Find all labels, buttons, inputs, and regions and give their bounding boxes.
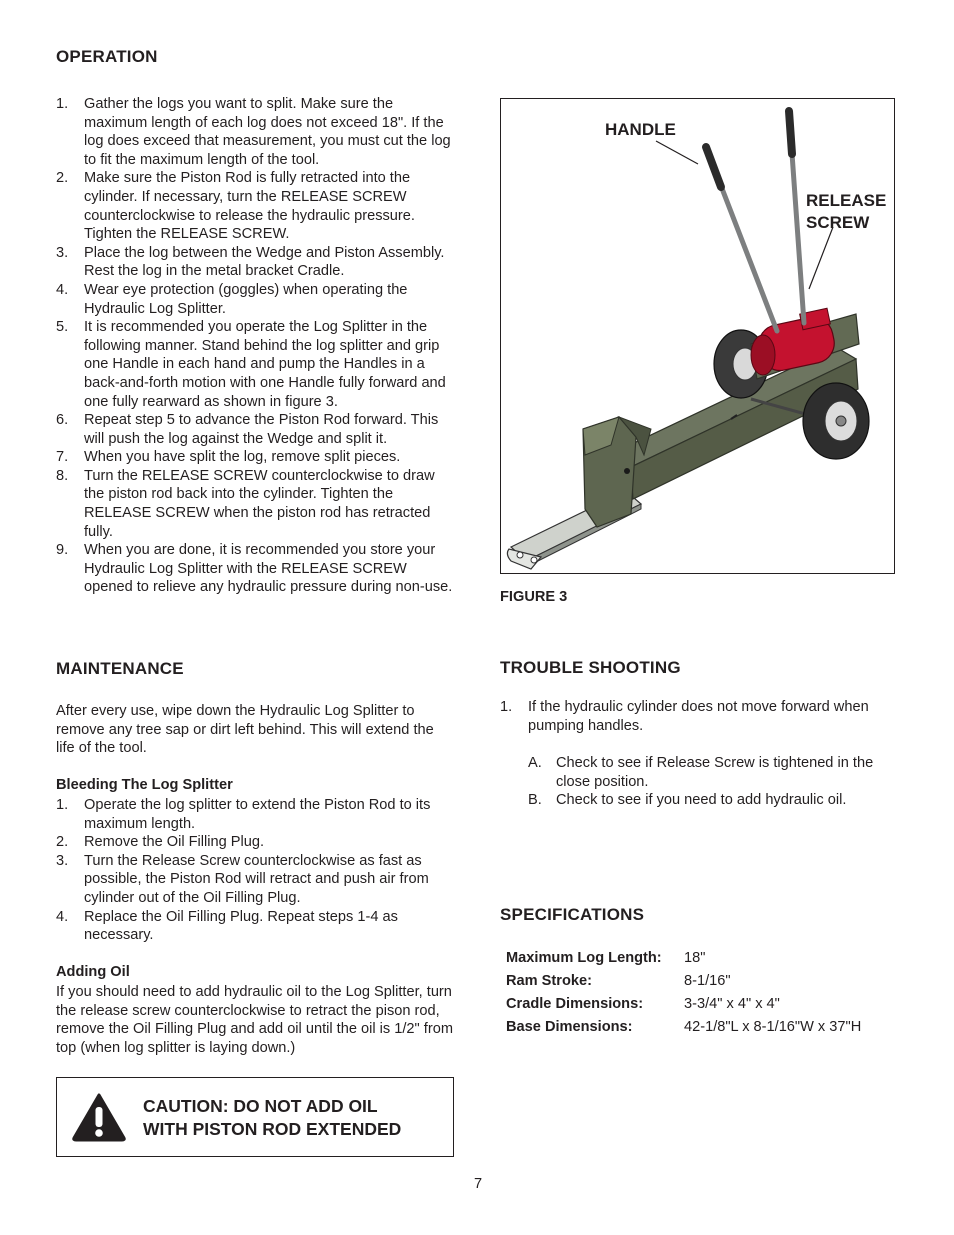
figure-3-illustration <box>500 98 895 574</box>
maintenance-heading: MAINTENANCE <box>56 659 184 678</box>
list-item: 2. Make sure the Piston Rod is fully retracted into the cylinder. If necessary, turn the RELEASE SCREW counterclockwise to release the hydraulic pressure. Tighten the RELEASE SCREW. <box>56 170 415 243</box>
list-item: 3. Turn the Release Screw counterclockwise as fast as possible, the Piston Rod will retract and push air from cylinder out of the Oil Filling Plug. <box>56 852 429 906</box>
list-item: A. Check to see if Release Screw is tightened in the close position. <box>528 755 874 790</box>
list-item: B. Check to see if you need to add hydraulic oil. <box>528 792 847 809</box>
list-item: 1. Gather the logs you want to split. Make sure the maximum length of each log does not exceed 18". If the log does exceed that measurement, you must cut the log to fit the maximum length of the tool. <box>56 96 451 168</box>
page-number: 7 <box>473 1176 483 1192</box>
trouble-subitems <box>528 754 898 810</box>
caution-box <box>56 1077 454 1157</box>
trouble-item: 1. If the hydraulic cylinder does not move forward when pumping handles. <box>500 699 869 734</box>
release-screw-label: RELEASE SCREW <box>806 191 887 232</box>
operation-steps <box>56 95 458 597</box>
bleeding-heading: Bleeding The Log Splitter <box>56 777 233 793</box>
handle-label: HANDLE <box>605 120 676 139</box>
list-item: 5. It is recommended you operate the Log Splitter in the following manner. Stand behind the log splitter and grip one Handle in each hand and pump the Handles in a back-and-forth motion with one Handle fully forward and one fully rearward as shown in figure 3. <box>56 319 446 410</box>
list-item: 2. Remove the Oil Filling Plug. <box>56 834 265 851</box>
table-row: Cradle Dimensions: 3-3/4" x 4" x 4" <box>506 996 780 1012</box>
list-item: 6. Repeat step 5 to advance the Piston Rod forward. This will push the log against the Wedge and split it. <box>56 412 439 447</box>
figure-caption: FIGURE 3 <box>500 589 568 605</box>
log-splitter-illustration <box>501 99 895 574</box>
operation-heading: OPERATION <box>56 47 158 66</box>
list-item: 9. When you are done, it is recommended you store your Hydraulic Log Splitter with the RELEASE SCREW opened to relieve any hydraulic pressure during non-use. <box>56 542 453 596</box>
trouble-shooting-heading: TROUBLE SHOOTING <box>500 658 681 677</box>
adding-oil-text: If you should need to add hydraulic oil to the Log Splitter, turn the release screw counterclockwise to retract the pison rod, remove the Oil Filling Plug and add oil until the oil is 1/2" from top (when log splitter is laying down.) <box>56 984 453 1056</box>
warning-triangle-icon <box>71 1092 127 1142</box>
specifications-heading: SPECIFICATIONS <box>500 905 645 924</box>
table-row: Maximum Log Length: 18" <box>506 950 706 966</box>
maintenance-intro: After every use, wipe down the Hydraulic Log Splitter to remove any tree sap or dirt left behind. This will extend the life of the tool. <box>56 703 434 757</box>
table-row: Base Dimensions: 42-1/8"L x 8-1/16"W x 37"H <box>506 1019 862 1035</box>
list-item: 1. Operate the log splitter to extend the Piston Rod to its maximum length. <box>56 797 431 832</box>
caution-text: CAUTION: DO NOT ADD OIL WITH PISTON ROD EXTENDED <box>143 1096 402 1139</box>
list-item: 4. Wear eye protection (goggles) when operating the Hydraulic Log Splitter. <box>56 281 408 317</box>
list-item: 8. Turn the RELEASE SCREW counterclockwise to draw the piston rod back into the cylinder. Tighten the RELEASE SCREW when the piston rod has retracted fully. <box>56 467 435 540</box>
list-item: 7. When you have split the log, remove split pieces. <box>56 449 401 466</box>
list-item: 3. Place the log between the Wedge and Piston Assembly. Rest the log in the metal bracket Cradle. <box>56 244 445 280</box>
bleeding-steps <box>56 796 458 945</box>
specifications-table <box>506 950 861 1042</box>
adding-oil-heading: Adding Oil <box>56 964 130 980</box>
table-row: Ram Stroke: 8-1/16" <box>506 973 731 989</box>
list-item: 4. Replace the Oil Filling Plug. Repeat steps 1-4 as necessary. <box>56 908 398 944</box>
